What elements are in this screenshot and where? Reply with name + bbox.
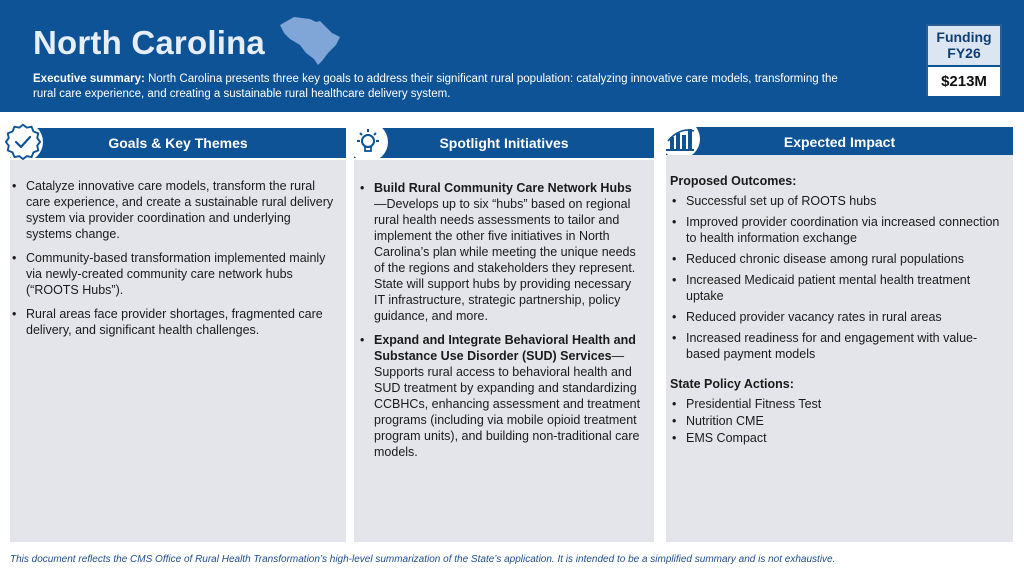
impact-heading: Expected Impact — [666, 127, 1013, 157]
list-item: • Reduced provider vacancy rates in rural areas — [670, 309, 1007, 325]
list-item: • Increased readiness for and engagement with value-based payment models — [670, 330, 1007, 362]
list-item: • Community-based transformation implemented mainly via newly-created community care network hubs (“ROOTS Hubs”). — [10, 250, 340, 298]
list-item — [358, 332, 644, 460]
outcomes-list — [670, 193, 1007, 362]
goals-panel — [10, 160, 346, 542]
list-item: • Nutrition CME — [670, 413, 1007, 429]
funding-label: Funding FY26 — [936, 29, 992, 61]
list-item: • EMS Compact — [670, 430, 1007, 446]
spotlight-icon-circle — [348, 122, 388, 162]
goals-icon-circle — [3, 122, 43, 162]
spotlight-list — [358, 180, 644, 460]
summary-label: Executive summary: — [33, 73, 145, 85]
footer-disclaimer: This document reflects the CMS Office of Rural Health Transformation’s high-level summarization of the State’s application. It is intended to be a simplified summary and is not exhaustive. — [10, 554, 836, 565]
list-item: • Rural areas face provider shortages, fragmented care delivery, and significant health challenges. — [10, 306, 340, 338]
spotlight-panel — [354, 160, 654, 542]
impact-icon-circle — [660, 119, 700, 159]
list-item: • Catalyze innovative care models, transform the rural care experience, and create a sustainable rural delivery system via provider coordination and underlying systems change. — [10, 178, 340, 242]
chart-icon — [660, 119, 700, 159]
policy-title: State Policy Actions: — [670, 377, 794, 391]
list-item: • Increased Medicaid patient mental health treatment uptake — [670, 272, 1007, 304]
list-item — [358, 180, 644, 324]
outcomes-title: Proposed Outcomes: — [670, 174, 797, 188]
funding-box — [926, 24, 1002, 96]
policy-list — [670, 396, 1007, 446]
list-item: • Improved provider coordination via increased connection to health information exchange — [670, 214, 1007, 246]
header-banner — [0, 0, 1024, 112]
lightbulb-icon — [348, 122, 388, 162]
initiative-title: Build Rural Community Care Network Hubs — [374, 181, 632, 195]
impact-panel — [666, 155, 1013, 542]
funding-value: $213M — [928, 67, 1000, 96]
executive-summary — [33, 72, 853, 102]
page-title: North Carolina — [33, 24, 265, 61]
initiative-text: —Develops up to six “hubs” based on regional rural health needs assessments to tailor and implement the other five initiatives in North Carolina’s plan while meeting the unique needs of the regions and stakeholders they represent. State will support hubs by providing necessary IT infrastructure, strategic partnership, policy guidance, and more. — [374, 197, 636, 323]
list-item: • Presidential Fitness Test — [670, 396, 1007, 412]
goals-heading: Goals & Key Themes — [10, 128, 346, 158]
goals-list — [10, 178, 340, 338]
initiative-text: —Supports rural access to behavioral health and SUD treatment by expanding and standardizing CCBHCs, enhancing assessment and treatment programs (including via mobile opioid treatment program units), and building non-traditional care models. — [374, 349, 641, 459]
state-map-icon — [276, 13, 346, 67]
spotlight-heading: Spotlight Initiatives — [354, 128, 654, 158]
summary-text: North Carolina presents three key goals to address their significant rural population: catalyzing innovative care models, transforming the rural care experience, and creating a sustainable rural healthcare delivery system. — [33, 73, 838, 100]
initiative-title: Expand and Integrate Behavioral Health and Substance Use Disorder (SUD) Services — [374, 333, 636, 363]
list-item: • Successful set up of ROOTS hubs — [670, 193, 1007, 209]
badge-check-icon — [3, 122, 43, 162]
list-item: • Reduced chronic disease among rural populations — [670, 251, 1007, 267]
